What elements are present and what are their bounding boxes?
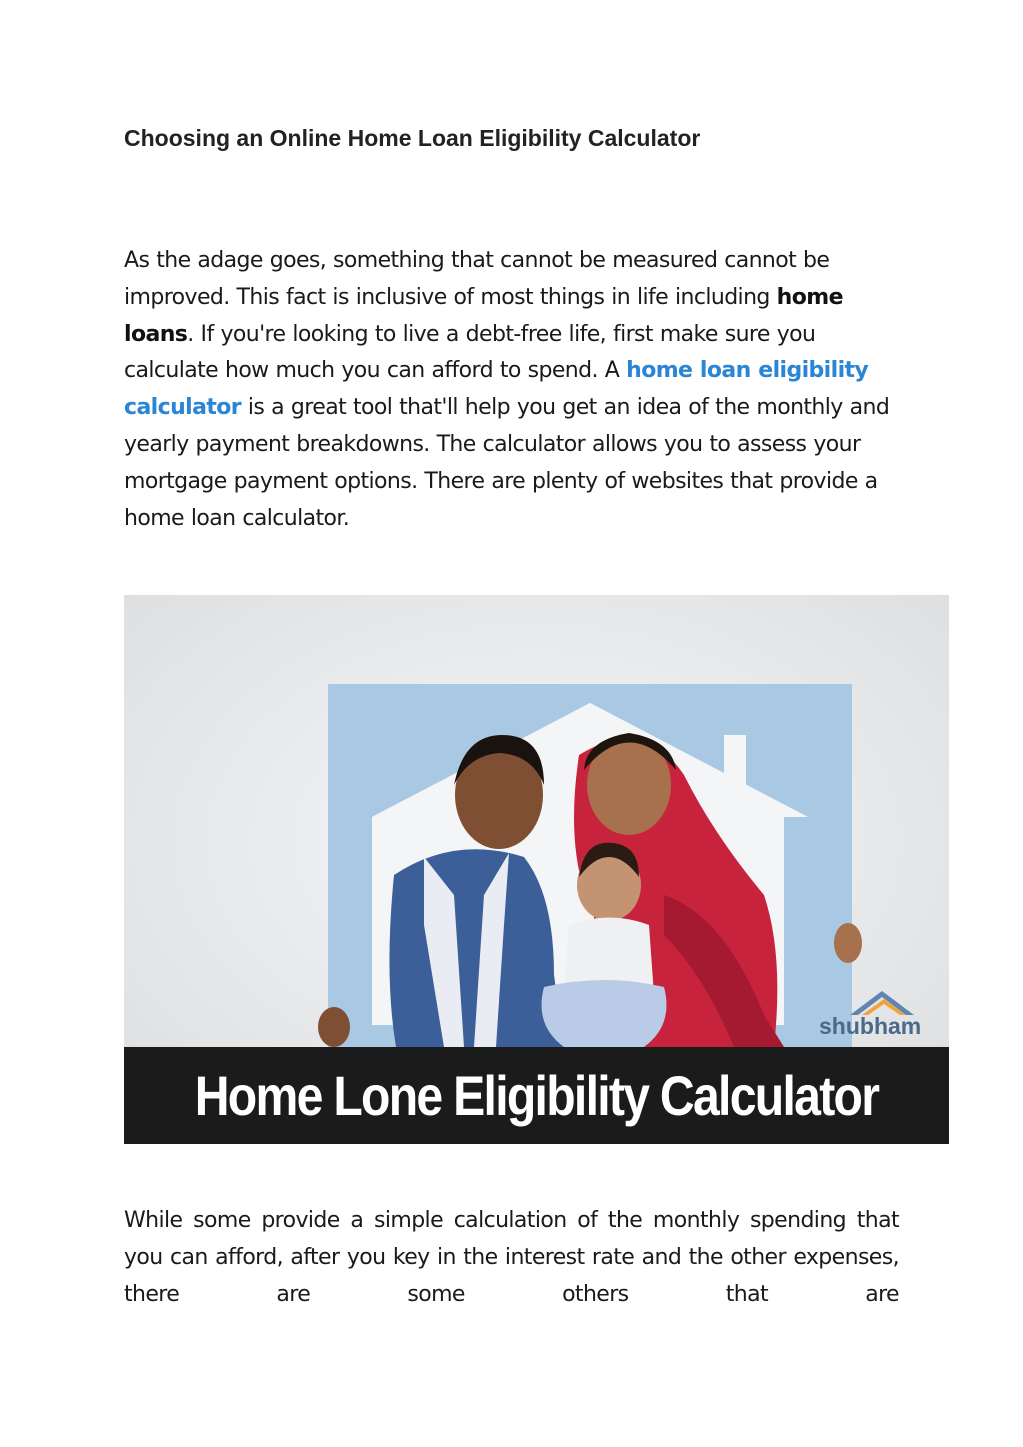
second-paragraph: While some provide a simple calculation of the monthly spending that you can afford, after you key in the interest rate and the other expenses, there are some others that are bbox=[124, 1208, 899, 1307]
home-loans-bold: home loans bbox=[124, 284, 843, 347]
hero-image bbox=[124, 595, 949, 1144]
intro-text-2: . If you're looking to live a debt-free life, first make sure you calculate how much you can afford to spend. A bbox=[124, 321, 816, 384]
intro-paragraph bbox=[124, 243, 899, 537]
page-title: Choosing an Online Home Loan Eligibility Calculator bbox=[124, 125, 701, 151]
eligibility-calculator-link[interactable]: home loan eligibility calculator bbox=[124, 358, 869, 421]
title-banner bbox=[124, 1047, 949, 1144]
brand-name: shubham bbox=[819, 1013, 922, 1039]
left-hand bbox=[318, 1007, 350, 1047]
banner-title: Home Lone Eligibility Calculator bbox=[194, 1064, 879, 1127]
baby-pants bbox=[542, 980, 667, 1047]
intro-text-1: As the adage goes, something that cannot be measured cannot be improved. This fact is inclusive of most things in life including bbox=[124, 248, 830, 310]
intro-text-3: is a great tool that'll help you get an idea of the monthly and yearly payment breakdowns. The calculator allows you to assess your mortgage payment options. There are plenty of websites that provide a home loan calculator. bbox=[124, 395, 890, 531]
right-hand bbox=[834, 923, 862, 963]
chimney bbox=[724, 735, 746, 785]
brand-logo bbox=[817, 981, 937, 1041]
